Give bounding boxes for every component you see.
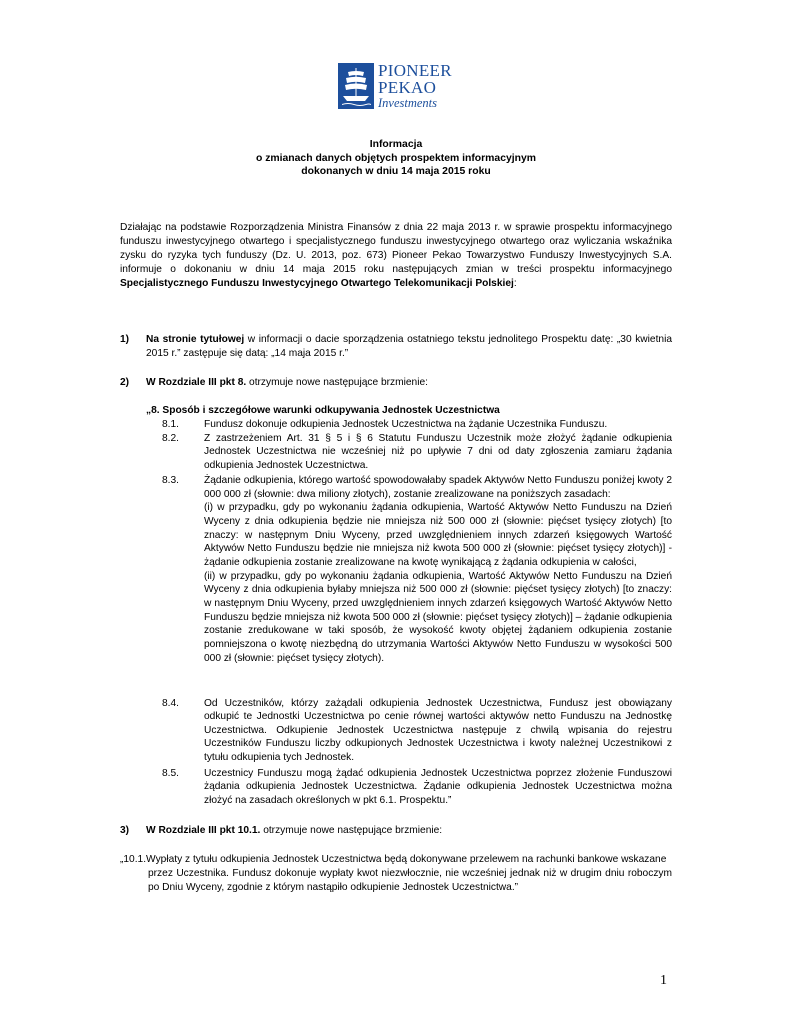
item-number: 3): [120, 825, 130, 836]
subsection-number: 8.4.: [162, 698, 179, 709]
logo-wordmark: [378, 62, 452, 110]
fund-name: Specjalistycznego Funduszu Inwestycyjnego Otwartego Telekomunikacji Polskiej: [120, 277, 514, 289]
intro-end: :: [513, 277, 517, 289]
section-10-1-lead: „10.1.Wypłaty z tytułu odkupienia Jednostek Uczestnictwa będą dokonywane przelewem na rachunki bankowe wskazane: [120, 854, 667, 865]
condition-i: (i) w przypadku, gdy po wykonaniu żądania odkupienia, Wartość Aktywów Netto Funduszu na Dzień Wyceny z dnia odkupienia będzie nie mniejsza niż 500 000 zł (słownie: pięćset tysięcy złotych) [to znaczy: w następnym Dniu Wyceny, przed uwzględnieniem innych zdarzeń księgowych Wartość Aktywów Netto Funduszu będzie nie mniejsza niż kwota 500 000 zł (słownie: pięćset tysięcy złotych)] - żądanie odkupienia zostanie zrealizowane na kwotę wynikającą z żądania odkupienia w całości,: [204, 502, 672, 569]
item-text: w informacji o dacie sporządzenia ostatniego tekstu jednolitego Prospektu datę: „30 kwietnia 2015 r.” zastępuje się datą: „14 maja 2015 r.”: [146, 334, 673, 359]
ship-logo-icon: [338, 63, 374, 109]
subsection-number: 8.1.: [162, 419, 179, 430]
item-bold-text: W Rozdziale III pkt 10.1.: [146, 825, 261, 836]
change-item-2: [120, 376, 672, 390]
company-logo: [338, 63, 452, 109]
section-8-heading: „8. Sposób i szczegółowe warunki odkupywania Jednostek Uczestnictwa: [146, 405, 500, 416]
logo-line-2: PEKAO: [378, 78, 437, 98]
subsection-8-2: [162, 432, 672, 472]
subsection-number: 8.3.: [162, 475, 179, 486]
intro-text: Działając na podstawie Rozporządzenia Ministra Finansów z dnia 22 maja 2013 r. w sprawie prospektu informacyjnego funduszu inwestycyjnego otwartego i specjalistycznego funduszu inwestycyjnego otwartego oraz wyliczania wskaźnika zysku do ryzyka tych funduszy (Dz. U. 2013, poz. 673) Pioneer Pekao Towarzystwo Funduszy Inwestycyjnych S.A. informuje o dokonaniu w dniu 14 maja 2015 roku następujących zmian w treści prospektu informacyjnego: [120, 222, 672, 275]
subsection-text: Uczestnicy Funduszu mogą żądać odkupienia Jednostek Uczestnictwa poprzez złożenie Funduszowi żądania odkupienia Jednostek Uczestnictwa. Żądanie odkupienia Jednostek Uczestnictwa można złożyć na zasadach określonych w pkt 6.1. Prospektu.”: [204, 768, 672, 806]
page-number: 1: [660, 973, 667, 988]
section-10-1-text: [120, 853, 672, 895]
item-text: otrzymuje nowe następujące brzmienie:: [246, 377, 428, 388]
section-10-1-continuation: przez Uczestnika. Fundusz dokonuje wypłaty kwot niezwłocznie, nie wcześniej jednak niż w drugim dniu roboczym po Dniu Wyceny, zgodnie z którym nastąpiło odkupienie Jednostek Uczestnictwa.”: [148, 867, 672, 893]
logo-line-3: Investments: [378, 96, 438, 111]
subsection-8-4: [162, 697, 672, 764]
subsection-number: 8.2.: [162, 433, 179, 444]
title-line-2: o zmianach danych objętych prospektem informacyjnym: [255, 152, 537, 164]
item-bold-text: Na stronie tytułowej: [146, 334, 245, 345]
condition-ii: (ii) w przypadku, gdy po wykonaniu żądania odkupienia, Wartość Aktywów Netto Funduszu na Dzień Wyceny z dnia odkupienia byłaby mniejsza niż 500 000 zł (słownie: pięćset tysięcy złotych) [to znaczy: w następnym Dniu Wyceny, przed uwzględnieniem innych zdarzeń księgowych Wartość Aktywów Netto Funduszu będzie mniejsza niż kwota 500 000 zł (słownie: pięćset tysięcy złotych)] – żądanie odkupienia zostanie zredukowane w taki sposób, że wysokość kwoty objętej żądaniem odkupienia zostanie pomniejszona o kwotę niezbędną do utrzymania Wartości Aktywów Netto Funduszu w wysokości 500 000 zł (słownie: pięćset tysięcy złotych).: [204, 570, 672, 664]
subsection-text: Od Uczestników, którzy zażądali odkupienia Jednostek Uczestnictwa, Fundusz jest obowiązany odkupić te Jednostki Uczestnictwa po cenie równej wartości aktywów netto Funduszu na Jednostkę Uczestnictwa. Odkupienie Jednostek Uczestnictwa następuje z chwilą wpisania do rejestru Uczestników Funduszu liczby odkupionych Jednostek Uczestnictwa i kwoty należnej Uczestnikowi z tytułu odkupienia tych Jednostek.: [204, 698, 672, 763]
item-text: otrzymuje nowe następujące brzmienie:: [260, 825, 443, 836]
subsection-8-1: [162, 418, 672, 431]
title-line-3: dokonanych w dniu 14 maja 2015 roku: [301, 166, 491, 178]
change-item-3: [120, 824, 672, 838]
subsection-number: 8.5.: [162, 768, 179, 779]
subsection-8-5: [162, 767, 672, 807]
title-line-1: Informacja: [369, 139, 423, 150]
change-item-1: [120, 333, 672, 361]
subsection-text: Żądanie odkupienia, którego wartość spowodowałaby spadek Aktywów Netto Funduszu poniżej kwoty 2 000 000 zł (słownie: dwa miliony złotych), zostanie zrealizowane na poniższych zasadach:: [204, 475, 672, 500]
logo-line-1: PIONEER: [378, 61, 452, 81]
item-bold-text: W Rozdziale III pkt 8.: [146, 377, 247, 388]
intro-paragraph: [120, 221, 672, 290]
subsection-text: Z zastrzeżeniem Art. 31 § 5 i § 6 Statutu Funduszu Uczestnik może złożyć żądanie odkupienia Jednostek Uczestnictwa nie wcześniej niż po upływie 7 dni od daty zgłoszenia zamiaru żądania odkupienia Jednostek Uczestnictwa.: [204, 433, 672, 471]
document-title: [120, 138, 672, 179]
subsection-8-3: [162, 474, 672, 665]
subsection-text: Fundusz dokonuje odkupienia Jednostek Uczestnictwa na żądanie Uczestnika Funduszu.: [204, 419, 608, 430]
item-number: 2): [120, 377, 130, 388]
item-number: 1): [120, 334, 130, 345]
